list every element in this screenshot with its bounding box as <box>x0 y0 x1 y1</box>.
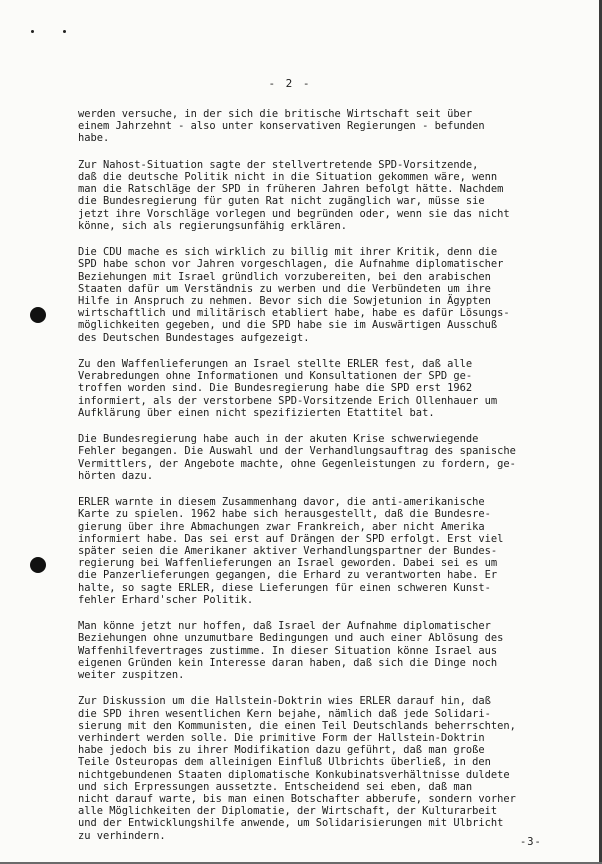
paragraph: ERLER warnte in diesem Zusammenhang davor, die anti-amerikanische Karte zu spielen. 1962 habe sich herausgestellt, daß die Bundesre- gierung über ihre Abmachungen zwar Frankreich, aber nicht Amerika informiert habe. Das sei erst auf Drängen der SPD erfolgt. Erst viel später seien die Amerikaner aktiver Verhandlungspartner der Bundes- regierung bei Waffenlieferungen an Israel geworden. Dabei sei es um die Panzerlieferungen gegangen, die Erhard zu verantworten habe. Er halte, so sagte ERLER, diese Lieferungen für einen schweren Kunst- fehler Erhard'scher Politik. <box>78 496 504 606</box>
scan-speck <box>63 30 66 33</box>
paragraph: Zur Nahost-Situation sagte der stellvertretende SPD-Vorsitzende, daß die deutsche Politik nicht in die Situation gekommen wäre, wenn man die Ratschläge der SPD in früheren Jahren befolgt hätte. Nachdem die Bundesregierung für guten Rat nicht zugänglich war, müsse sie jetzt ihre Vorschläge vorlegen und begründen oder, wenn sie das nicht könne, sich als regierungsunfähig erklären. <box>78 158 510 232</box>
scan-speck <box>31 30 34 33</box>
paragraph: Die CDU mache es sich wirklich zu billig mit ihrer Kritik, denn die SPD habe schon vor Jahren vorgeschlagen, die Aufnahme diplomatischer Beziehungen mit Israel gründlich vorzubereiten, bei den arabischen Staaten dafür um Verständnis zu werben und die Verbündeten um ihre Hilfe in Anspruch zu nehmen. Bevor sich die Sowjetunion in Ägypten wirtschaftlich und militärisch etabliert habe, habe es dafür Lösungs- möglichkeiten gegeben, und die SPD habe sie im Auswärtigen Ausschuß des Deutschen Bundestages aufgezeigt. <box>78 246 510 344</box>
paragraph: Zu den Waffenlieferungen an Israel stellte ERLER fest, daß alle Verabredungen ohne Informationen und Konsultationen der SPD ge- troffen worden sind. Die Bundesregierung habe die SPD erst 1962 informiert, als der verstorbene SPD-Vorsitzende Erich Ollenhauer um Aufklärung über einen nicht spezifizierten Etattitel bat. <box>78 358 498 419</box>
document-body <box>78 108 586 856</box>
paragraph: Man könne jetzt nur hoffen, daß Israel der Aufnahme diplomatischer Beziehungen ohne unzumutbare Bedingungen und auch einer Ablösung des Waffenhilfevertrages zustimme. In dieser Situation könne Israel aus eigenen Gründen kein Interesse daran haben, daß sich die Dinge noch weiter zuspitzen. <box>78 620 504 682</box>
page-number: - 2 - <box>268 77 312 90</box>
next-page-marker: -3- <box>520 836 542 848</box>
paragraph: Die Bundesregierung habe auch in der akuten Krise schwerwiegende Fehler begangen. Die Auswahl und der Verhandlungsauftrag des spanische Vermittlers, der Angebote machte, ohne Gegenleistungen zu fordern, ge- hörten dazu. <box>78 433 516 482</box>
paragraph: Zur Diskussion um die Hallstein-Doktrin wies ERLER darauf hin, daß die SPD ihren wesentlichen Kern bejahe, nämlich daß jede Solidari- sierung mit den Kommunisten, die einen Teil Deutschlands beherrschten, verhindert werden solle. Die primitive Form der Hallstein-Doktrin habe jedoch bis zu ihrer Modifikation dazu geführt, daß man große Teile Osteuropas dem alleinigen Einfluß Ulbrichts überließ, in den nichtgebundenen Staaten diplomatische Konkubinatsverhältnisse duldete und sich Erpressungen aussetzte. Entscheidend sei eben, daß man nicht darauf warte, bis man einen Botschafter abberufe, sondern vorher alle Möglichkeiten der Diplomatie, der Wirtschaft, der Kulturarbeit und der Entwicklungshilfe anwende, um Solidarisierungen mit Ulbricht zu verhindern. <box>78 695 516 842</box>
punch-hole <box>30 557 46 573</box>
punch-hole <box>30 307 46 323</box>
paragraph: werden versuche, in der sich die britische Wirtschaft seit über einem Jahrzehnt - also unter konservativen Regierungen - befunden habe. <box>78 108 485 145</box>
